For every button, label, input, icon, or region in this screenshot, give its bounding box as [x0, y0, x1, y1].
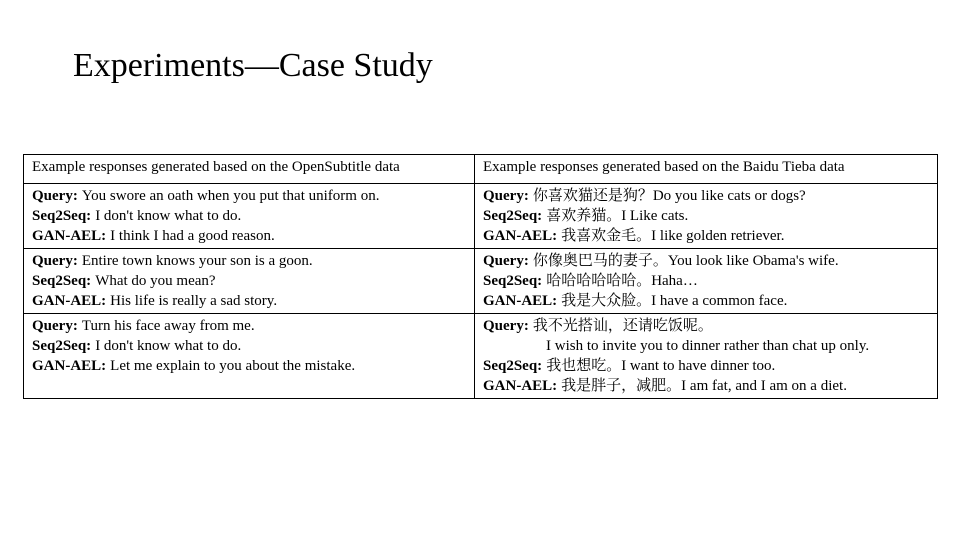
utterance-text: I wish to invite you to dinner rather than chat up only. — [546, 338, 870, 354]
query-line — [32, 316, 466, 336]
utterance-text: I don't know what to do. — [95, 338, 242, 354]
role-label: Seq2Seq: — [32, 338, 92, 354]
utterance-text: His life is really a sad story. — [110, 293, 278, 309]
seq2seq-line — [32, 271, 466, 291]
utterance-text: 你像奥巴马的妻子。You look like Obama's wife. — [532, 253, 839, 269]
utterance-text: 我是胖子，减肥。I am fat, and I am on a diet. — [561, 378, 847, 394]
header-opensubtitle: Example responses generated based on the OpenSubtitle data — [24, 155, 475, 184]
role-label: GAN-AEL: — [483, 228, 558, 244]
gan-ael-line — [32, 291, 466, 311]
role-label: Seq2Seq: — [32, 273, 92, 289]
utterance-text: 我也想吃。I want to have dinner too. — [546, 358, 776, 374]
utterance-text: I think I had a good reason. — [110, 228, 275, 244]
gan-ael-line — [483, 226, 929, 246]
role-label: GAN-AEL: — [32, 228, 107, 244]
utterance-text: What do you mean? — [95, 273, 216, 289]
utterance-text: Entire town knows your son is a goon. — [81, 253, 313, 269]
role-label: Query: — [32, 253, 78, 269]
opensubtitle-example-cell — [24, 314, 475, 399]
utterance-text: 你喜欢猫还是狗？Do you like cats or dogs? — [532, 188, 806, 204]
gan-ael-line — [32, 226, 466, 246]
role-label: GAN-AEL: — [483, 378, 558, 394]
table-row — [24, 249, 938, 314]
opensubtitle-example-cell — [24, 184, 475, 249]
table-row — [24, 184, 938, 249]
role-label: GAN-AEL: — [483, 293, 558, 309]
role-label: Query: — [483, 188, 529, 204]
utterance-text: Turn his face away from me. — [81, 318, 255, 334]
opensubtitle-example-cell — [24, 249, 475, 314]
seq2seq-line — [32, 206, 466, 226]
role-label: Query: — [32, 318, 78, 334]
query-line — [483, 186, 929, 206]
table-row — [24, 314, 938, 399]
seq2seq-line — [483, 206, 929, 226]
table-header-row — [24, 155, 938, 184]
role-label: GAN-AEL: — [32, 293, 107, 309]
utterance-text: 我不光搭讪，还请吃饭呢。 — [532, 318, 713, 334]
slide-title: Experiments—Case Study — [73, 47, 433, 84]
seq2seq-line — [483, 356, 929, 376]
query-translation-line — [483, 336, 929, 356]
role-label: Seq2Seq: — [483, 208, 543, 224]
role-label: Query: — [483, 318, 529, 334]
baidu-example-cell — [475, 184, 938, 249]
gan-ael-line — [32, 356, 466, 376]
role-label: Query: — [32, 188, 78, 204]
utterance-text: You swore an oath when you put that uniform on. — [81, 188, 380, 204]
utterance-text: 喜欢养猫。I Like cats. — [546, 208, 689, 224]
query-line — [32, 186, 466, 206]
baidu-example-cell — [475, 249, 938, 314]
utterance-text: I don't know what to do. — [95, 208, 242, 224]
gan-ael-line — [483, 376, 929, 396]
gan-ael-line — [483, 291, 929, 311]
role-label: GAN-AEL: — [32, 358, 107, 374]
seq2seq-line — [32, 336, 466, 356]
utterance-text: 哈哈哈哈哈哈。Haha… — [546, 273, 698, 289]
baidu-example-cell — [475, 314, 938, 399]
utterance-text: 我喜欢金毛。I like golden retriever. — [561, 228, 785, 244]
role-label: Seq2Seq: — [32, 208, 92, 224]
role-label: Seq2Seq: — [483, 358, 543, 374]
query-line — [483, 251, 929, 271]
query-line — [483, 316, 929, 336]
seq2seq-line — [483, 271, 929, 291]
query-line — [32, 251, 466, 271]
role-label: Query: — [483, 253, 529, 269]
role-label: Seq2Seq: — [483, 273, 543, 289]
utterance-text: 我是大众脸。I have a common face. — [561, 293, 788, 309]
case-study-table — [23, 154, 938, 399]
header-baidu-tieba: Example responses generated based on the Baidu Tieba data — [475, 155, 938, 184]
utterance-text: Let me explain to you about the mistake. — [110, 358, 356, 374]
